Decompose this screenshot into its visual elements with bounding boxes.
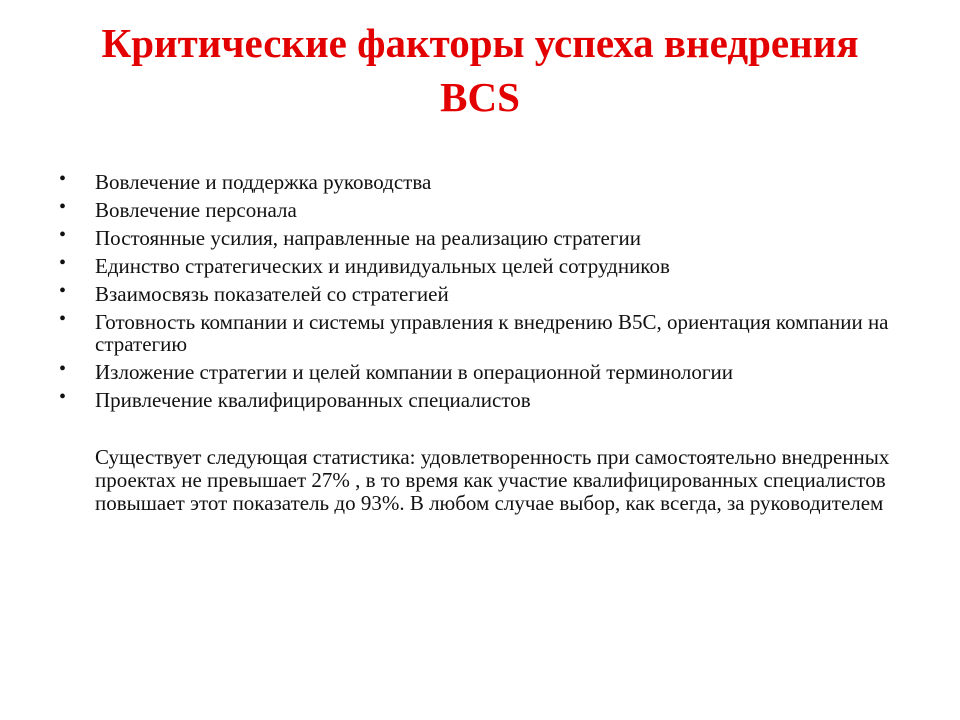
list-item (56, 224, 896, 250)
list-item (56, 308, 896, 356)
list-item-text: Готовность компании и системы управления к внедрению B5C, ориентация компании на стратегию (95, 310, 889, 356)
list-item (56, 280, 896, 306)
slide-title (40, 16, 920, 124)
list-item (56, 252, 896, 278)
list-item-text: Взаимосвязь показателей со стратегией (95, 282, 449, 306)
bullet-icon: • (59, 224, 67, 246)
statistics-note: Существует следующая статистика: удовлетворенность при самостоятельно внедренных проектах не превышает 27% , в то время как участие квалифицированных специалистов повышает этот показатель до 93%. В любом случае выбор, как всегда, за руководителем (95, 445, 890, 515)
list-item-text: Привлечение квалифицированных специалистов (95, 388, 531, 412)
list-item (56, 168, 896, 194)
slide-title-line-1: Критические факторы успеха внедрения (101, 20, 859, 66)
bullet-icon: • (59, 358, 67, 380)
list-item (56, 196, 896, 222)
success-factors-list (56, 168, 896, 417)
slide-title-line-2: BCS (440, 74, 520, 120)
bullet-icon: • (59, 196, 67, 218)
list-item-text: Изложение стратегии и целей компании в операционной терминологии (95, 360, 733, 384)
list-item (56, 358, 896, 384)
bullet-icon: • (59, 386, 67, 408)
bullet-icon: • (59, 168, 67, 190)
list-item-text: Вовлечение и поддержка руководства (95, 170, 432, 194)
bullet-icon: • (59, 280, 67, 302)
list-item-text: Постоянные усилия, направленные на реализацию стратегии (95, 226, 641, 250)
list-item-text: Вовлечение персонала (95, 198, 297, 222)
list-item (56, 386, 896, 412)
list-item-text: Единство стратегических и индивидуальных целей сотрудников (95, 254, 670, 278)
bullet-icon: • (59, 308, 67, 330)
bullet-icon: • (59, 252, 67, 274)
